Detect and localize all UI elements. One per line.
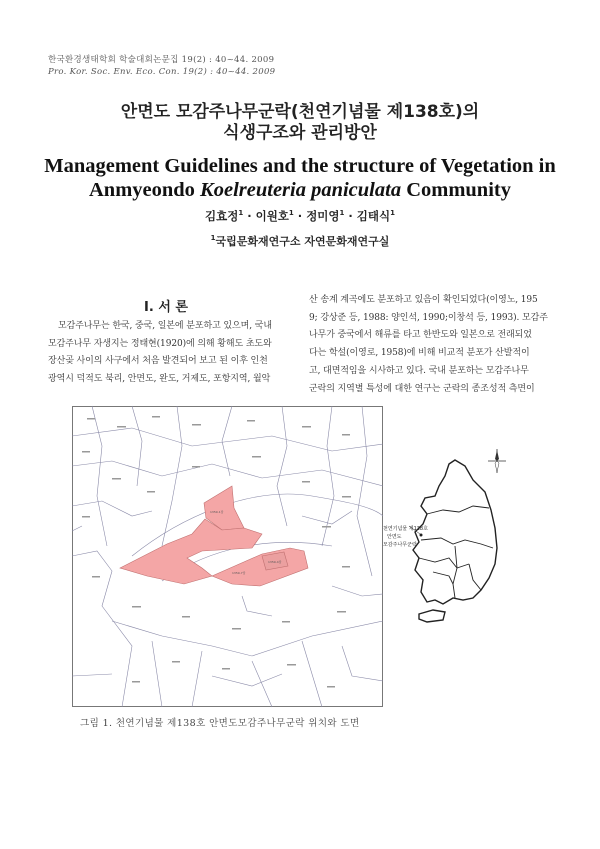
cadastral-map bbox=[72, 406, 383, 707]
inset-label: 안면도 bbox=[387, 534, 402, 540]
body-line: 광역시 덕적도 북리, 안면도, 완도, 거제도, 포항지역, 월악 bbox=[48, 374, 271, 385]
affiliation: $^1$국립문화재연구소 자연문화재연구실 bbox=[210, 234, 390, 248]
body-line: 장산곶 사이의 사구에서 처음 발견되어 보고 된 이후 인천 bbox=[48, 356, 268, 367]
body-line: 나무가 중국에서 해류를 타고 한반도와 일본으로 전래되었 bbox=[309, 330, 532, 341]
author-name: 정미영 bbox=[306, 209, 340, 223]
section-heading: Ⅰ. 서 론 bbox=[144, 300, 188, 315]
body-left-column bbox=[48, 318, 292, 389]
english-title-line2: Anmyeondo Koelreuteria paniculata Community bbox=[88, 179, 511, 201]
body-line: 9; 강상준 등, 1988: 양인석, 1990;이창석 등, 1993). 모감주 bbox=[309, 312, 548, 323]
map-label: 1359-7답 bbox=[232, 571, 246, 575]
korean-title-line1: 안면도 모감주나무군락(천연기념물 제138호)의 bbox=[120, 102, 480, 122]
map-label: 1359-4답 bbox=[268, 560, 282, 564]
inset-label: 천연기념물 제138호 bbox=[383, 526, 428, 532]
body-line: 군락의 지역별 특성에 대한 연구는 군락의 종조성적 측면이 bbox=[309, 383, 535, 394]
body-line: 산 송계 계곡에도 분포하고 있음이 확인되었다(이영노, 195 bbox=[309, 295, 538, 305]
journal-header-ko: 한국환경생태학회 학술대회논문집 19(2) : 40~44. 2009 bbox=[48, 55, 275, 65]
author-name: 김태식 bbox=[356, 209, 391, 223]
inset-label: 모감주나무군락 bbox=[383, 542, 417, 548]
map-label: 1359-1답 bbox=[210, 510, 224, 514]
korea-inset-map bbox=[383, 452, 508, 642]
journal-header-en: Pro. Kor. Soc. Env. Eco. Con. 19(2) : 40~44. 2009 bbox=[48, 67, 276, 77]
body-line: 모감주나무 자생지는 정태현(1920)에 의해 황해도 초도와 bbox=[48, 338, 272, 349]
body-line: 고, 대면적임을 시사하고 있다. 국내 분포하는 모감주나무 bbox=[309, 365, 529, 376]
body-line: 모감주나무는 한국, 중국, 일본에 분포하고 있으며, 국내 bbox=[58, 321, 272, 331]
korean-title-line2: 식생구조와 관리방안 bbox=[223, 123, 377, 143]
author-list: 김효정$^1$ · 이원호$^1$ · 정미영$^1$ · 김태식$^1$ bbox=[205, 209, 395, 223]
english-title-line1: Management Guidelines and the structure of Vegetation in bbox=[44, 155, 556, 177]
figure-caption: 그림 1. 천연기념물 제138호 안면도모감주나무군락 위치와 도면 bbox=[80, 718, 360, 729]
body-line: 다는 학설(이영로, 1958)에 비해 비교적 분포가 산발적이 bbox=[309, 348, 530, 359]
author-name: 김효정 bbox=[205, 209, 239, 223]
author-name: 이원호 bbox=[255, 209, 289, 223]
body-right-column bbox=[309, 292, 555, 398]
